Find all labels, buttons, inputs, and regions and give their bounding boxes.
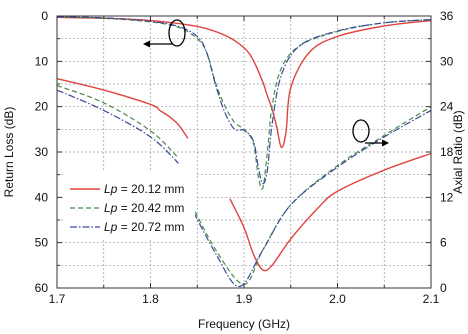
x-tick-label: 1.7 bbox=[48, 292, 66, 306]
y-left-tick-label: 30 bbox=[34, 145, 48, 159]
y-left-tick-label: 40 bbox=[34, 190, 48, 205]
y-left-tick-label: 0 bbox=[41, 9, 48, 23]
y-right-tick-label: 0 bbox=[440, 281, 447, 295]
y-right-tick-label: 6 bbox=[440, 235, 447, 250]
x-tick-label: 1.9 bbox=[235, 292, 253, 306]
y-left-axis-title: Return Loss (dB) bbox=[2, 106, 16, 198]
legend-label-1: Lp = 20.12 mm bbox=[104, 182, 185, 196]
y-left-tick-label: 10 bbox=[34, 54, 48, 69]
x-tick-label: 2.0 bbox=[329, 292, 346, 306]
y-right-tick-label: 24 bbox=[440, 99, 454, 114]
legend-label-2: Lp = 20.42 mm bbox=[104, 201, 185, 215]
y-left-tick-label: 60 bbox=[34, 281, 48, 295]
y-right-tick-label: 12 bbox=[440, 190, 454, 205]
y-right-tick-label: 36 bbox=[440, 9, 454, 23]
y-left-tick-label: 20 bbox=[34, 99, 48, 114]
x-tick-label: 2.1 bbox=[422, 292, 440, 306]
x-axis-title: Frequency (GHz) bbox=[197, 317, 291, 331]
y-right-axis-title: Axial Ratio (dB) bbox=[451, 110, 465, 194]
y-right-tick-label: 30 bbox=[440, 54, 454, 69]
legend-label-3: Lp = 20.72 mm bbox=[104, 220, 185, 234]
y-left-tick-label: 50 bbox=[34, 235, 48, 250]
legend bbox=[65, 172, 195, 240]
y-right-tick-label: 18 bbox=[440, 145, 454, 159]
x-tick-label: 1.8 bbox=[142, 292, 159, 306]
